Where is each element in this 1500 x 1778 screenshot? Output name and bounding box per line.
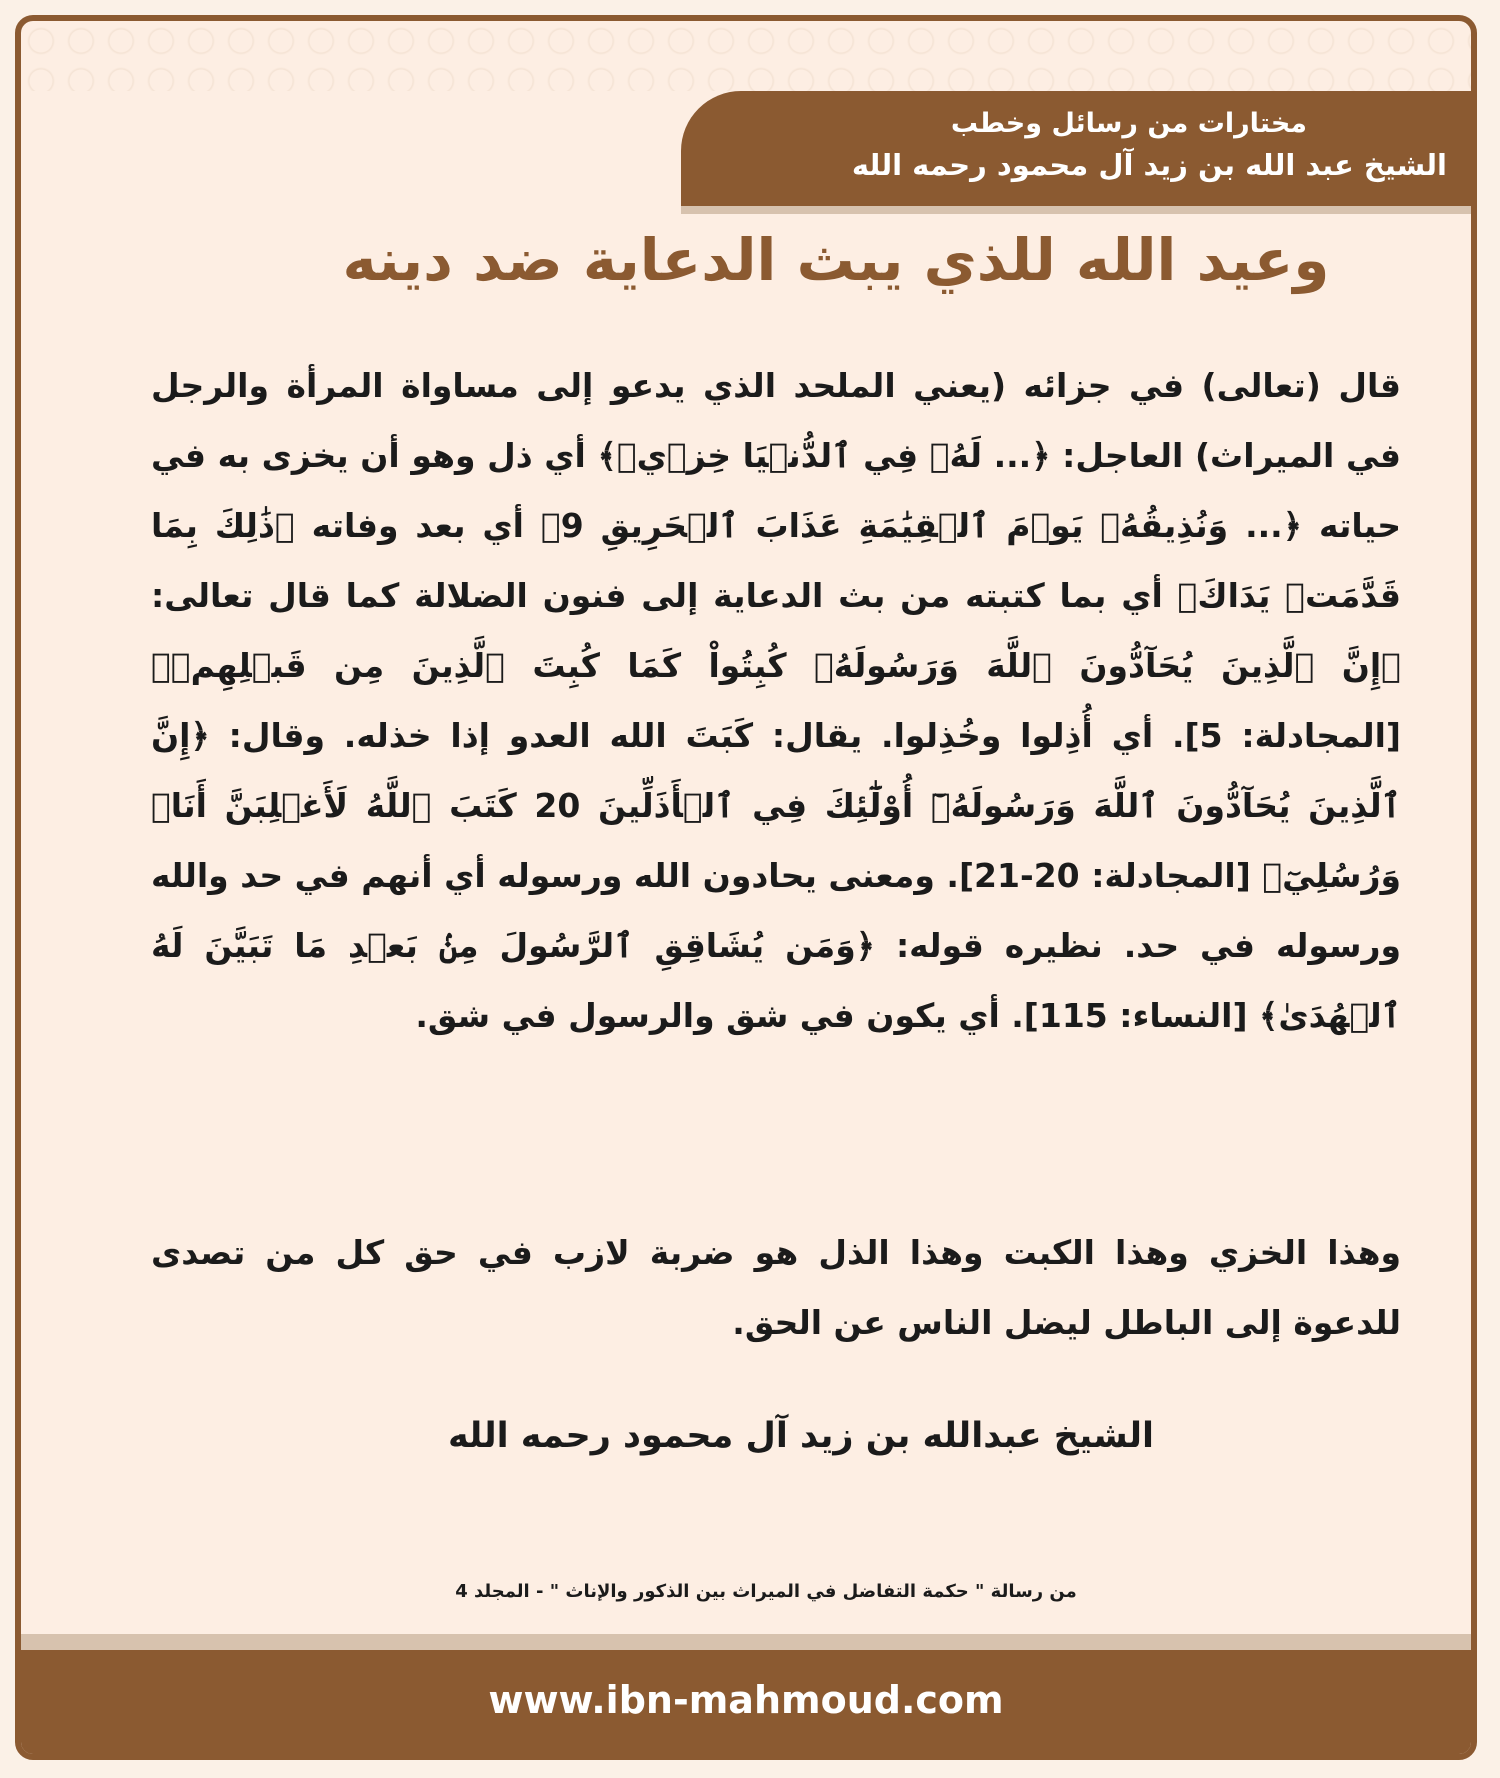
author-signature: الشيخ عبدالله بن زيد آل محمود رحمه الله bbox=[447, 1416, 1155, 1456]
body-paragraph-1: قال (تعالى) في جزائه (يعني الملحد الذي يدعو إلى مساواة المرأة والرجل في الميراث) العاجل: ﴿... لَهُۥ فِي ٱلدُّنۡيَا خِزۡيٞ﴾ أي ذل وهو أن يخزى به في حياته ﴿... وَنُذِيقُهُۥ يَوۡمَ ٱلۡقِيَٰمَةِ عَذَابَ ٱلۡحَرِيقِ 9﴾ أي بعد وفاته ﴿ذَٰلِكَ بِمَا قَدَّمَتۡ يَدَاكَ﴾ أي بما كتبته من بث الدعاية إلى فنون الضلالة كما قال تعالى: ﴿إِنَّ ٱلَّذِينَ يُحَآدُّونَ ٱللَّهَ وَرَسُولَهُۥ كُبِتُواْ كَمَا كُبِتَ ٱلَّذِينَ مِن قَبۡلِهِمۡ﴾ [المجادلة: 5]. أي أُذِلوا وخُذِلوا. يقال: كَبَتَ الله العدو إذا خذله. وقال: ﴿إِنَّ ٱلَّذِينَ يُحَآدُّونَ ٱللَّهَ وَرَسُولَهُۥٓ أُوْلَٰٓئِكَ فِي ٱلۡأَذَلِّينَ 20 كَتَبَ ٱللَّهُ لَأَغۡلِبَنَّ أَنَا۠ وَرُسُلِيٓ﴾ [المجادلة: 20-21]. ومعنى يحادون الله ورسوله أي أنهم في حد والله ورسوله في حد. نظيره قوله: ﴿وَمَن يُشَاقِقِ ٱلرَّسُولَ مِنۢ بَعۡدِ مَا تَبَيَّنَ لَهُ ٱلۡهُدَىٰ﴾ [النساء: 115]. أي يكون في شق والرسول في شق. bbox=[151, 366, 1402, 1035]
footer-banner bbox=[21, 1650, 1471, 1760]
website-link[interactable]: www.ibn-mahmoud.com bbox=[488, 1678, 1004, 1722]
footer-shadow bbox=[21, 1634, 1471, 1650]
body-paragraph-2: وهذا الخزي وهذا الكبت وهذا الذل هو ضربة لازب في حق كل من تصدى للدعوة إلى الباطل ليضل الناس عن الحق. bbox=[151, 1233, 1401, 1342]
header-shadow bbox=[681, 206, 1471, 214]
page-title: وعيد الله للذي يبث الدعاية ضد دينه bbox=[342, 226, 1330, 294]
header-banner bbox=[681, 91, 1471, 206]
header-series-title: مختارات من رسائل وخطب bbox=[950, 108, 1307, 139]
source-citation: من رسالة " حكمة التفاضل في الميراث بين الذكور والإناث " - المجلد 4 bbox=[455, 1581, 1077, 1602]
decorative-pattern bbox=[21, 21, 1471, 91]
header-author-name: الشيخ عبد الله بن زيد آل محمود رحمه الله bbox=[851, 148, 1447, 182]
page-frame bbox=[15, 15, 1477, 1760]
